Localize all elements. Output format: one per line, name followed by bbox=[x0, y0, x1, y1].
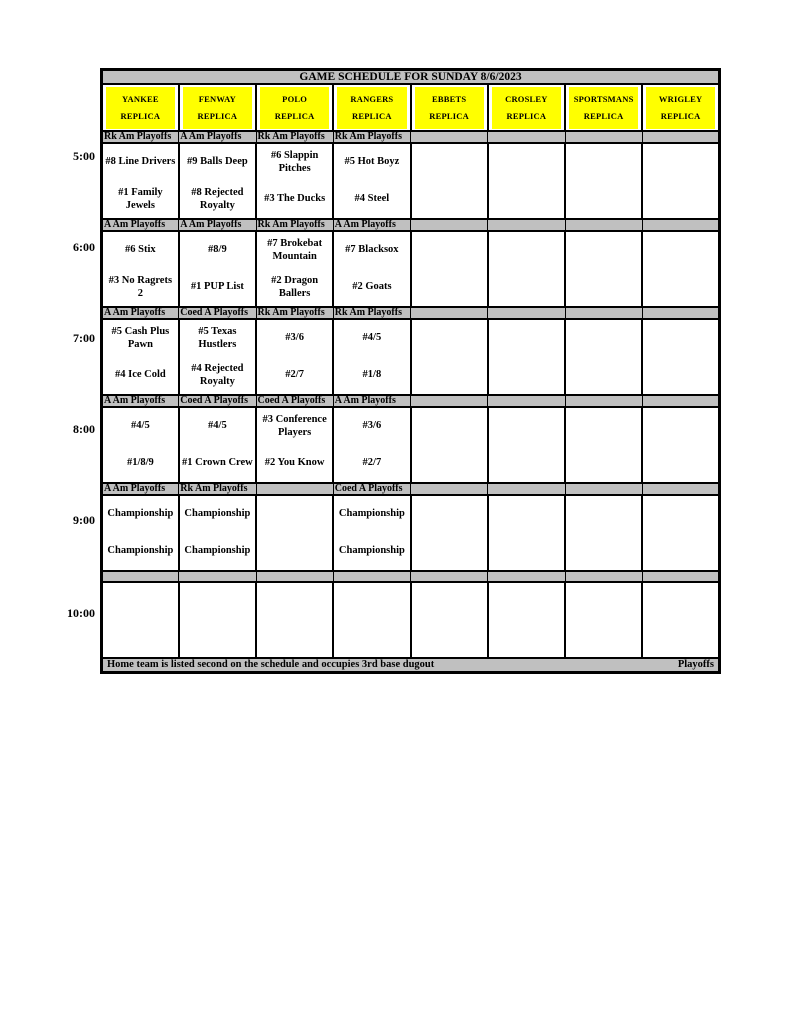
field-header-fenway bbox=[179, 84, 256, 131]
division-cell bbox=[488, 219, 565, 231]
game-cell bbox=[102, 231, 179, 307]
division-cell bbox=[411, 219, 488, 231]
division-row-6 bbox=[102, 219, 720, 231]
division-cell bbox=[411, 131, 488, 143]
game-row-10 bbox=[102, 582, 720, 658]
division-cell bbox=[256, 395, 333, 407]
game-row-8 bbox=[102, 407, 720, 483]
division-label: A Am Playoffs bbox=[104, 483, 166, 494]
game-cell bbox=[179, 319, 256, 395]
game-cell bbox=[179, 143, 256, 219]
away-team bbox=[103, 583, 178, 620]
away-team: Championship bbox=[338, 508, 405, 520]
away-team bbox=[566, 583, 641, 620]
game-cell bbox=[179, 495, 256, 571]
division-cell bbox=[179, 571, 256, 582]
home-team bbox=[489, 269, 564, 306]
division-label: Coed A Playoffs bbox=[180, 307, 249, 318]
home-team bbox=[643, 269, 718, 306]
game-cell bbox=[642, 143, 719, 219]
home-team: Championship bbox=[107, 545, 174, 557]
game-cell bbox=[411, 319, 488, 395]
game-cell bbox=[256, 495, 333, 571]
division-cell bbox=[565, 571, 642, 582]
away-team: #3 Conference Players bbox=[262, 414, 327, 438]
game-cell bbox=[102, 319, 179, 395]
division-cell bbox=[102, 571, 179, 582]
division-label: Coed A Playoffs bbox=[180, 395, 249, 406]
field-type: REPLICA bbox=[352, 111, 392, 121]
away-team: #4/5 bbox=[362, 332, 382, 344]
game-row-9 bbox=[102, 495, 720, 571]
division-label: A Am Playoffs bbox=[334, 219, 396, 230]
division-label: A Am Playoffs bbox=[180, 219, 242, 230]
game-cell bbox=[256, 407, 333, 483]
away-team bbox=[566, 144, 641, 181]
footer-bar bbox=[102, 658, 720, 673]
home-team: #4 Steel bbox=[354, 193, 390, 205]
field-type: REPLICA bbox=[506, 111, 547, 121]
division-cell bbox=[179, 395, 256, 407]
division-label: A Am Playoffs bbox=[180, 131, 242, 142]
away-team bbox=[412, 320, 487, 357]
game-cell bbox=[642, 582, 719, 658]
game-cell bbox=[179, 582, 256, 658]
division-cell bbox=[488, 395, 565, 407]
home-team bbox=[412, 181, 487, 218]
division-cell bbox=[642, 395, 719, 407]
division-label: Rk Am Playoffs bbox=[180, 483, 248, 494]
game-cell bbox=[333, 495, 410, 571]
field-type: REPLICA bbox=[429, 111, 469, 121]
division-cell bbox=[411, 571, 488, 582]
division-cell bbox=[488, 571, 565, 582]
field-name: WRIGLEY bbox=[658, 94, 703, 104]
away-team: Championship bbox=[107, 508, 174, 520]
game-cell bbox=[488, 495, 565, 571]
field-header-row bbox=[102, 84, 720, 131]
division-label: Rk Am Playoffs bbox=[257, 219, 325, 230]
away-team bbox=[489, 583, 564, 620]
home-team bbox=[489, 181, 564, 218]
away-team bbox=[643, 144, 718, 181]
home-team bbox=[412, 620, 487, 657]
home-team bbox=[257, 620, 332, 657]
away-team bbox=[566, 232, 641, 269]
game-cell bbox=[179, 231, 256, 307]
division-label: Rk Am Playoffs bbox=[257, 131, 325, 142]
away-team: #7 Brokebat Mountain bbox=[267, 238, 323, 262]
away-team: #4/5 bbox=[208, 420, 227, 432]
field-type: REPLICA bbox=[120, 111, 161, 121]
away-team: #4/5 bbox=[131, 420, 150, 432]
game-cell bbox=[411, 407, 488, 483]
division-cell bbox=[488, 483, 565, 495]
title-row bbox=[102, 70, 720, 85]
home-team bbox=[489, 445, 564, 482]
division-cell bbox=[102, 395, 179, 407]
away-team: Championship bbox=[184, 508, 251, 520]
game-cell bbox=[565, 143, 642, 219]
field-chip bbox=[106, 87, 175, 129]
home-team bbox=[643, 357, 718, 394]
home-team bbox=[643, 620, 718, 657]
away-team bbox=[643, 583, 718, 620]
division-cell bbox=[102, 131, 179, 143]
field-header-sportsmans bbox=[565, 84, 642, 131]
division-label: A Am Playoffs bbox=[334, 395, 396, 406]
division-cell bbox=[642, 307, 719, 319]
field-header-ebbets bbox=[411, 84, 488, 131]
division-cell bbox=[333, 131, 410, 143]
field-header-polo bbox=[256, 84, 333, 131]
away-team bbox=[412, 408, 487, 445]
time-label-7: 7:00 bbox=[73, 331, 95, 345]
footer-note: Home team is listed second on the schedule and occupies 3rd base dugout bbox=[107, 659, 435, 670]
field-name: CROSLEY bbox=[505, 94, 548, 104]
away-team: #7 Blacksox bbox=[345, 244, 399, 256]
game-cell bbox=[565, 495, 642, 571]
game-cell bbox=[642, 495, 719, 571]
home-team bbox=[412, 445, 487, 482]
division-cell bbox=[256, 219, 333, 231]
away-team: #3/6 bbox=[362, 420, 382, 432]
home-team bbox=[334, 620, 409, 657]
division-cell bbox=[642, 571, 719, 582]
footer-row bbox=[102, 658, 720, 673]
game-cell bbox=[411, 495, 488, 571]
home-team bbox=[489, 533, 564, 570]
division-cell bbox=[256, 483, 333, 495]
game-cell bbox=[642, 231, 719, 307]
division-cell bbox=[565, 219, 642, 231]
game-cell bbox=[179, 407, 256, 483]
home-team: #4 Ice Cold bbox=[115, 369, 166, 381]
division-label: Rk Am Playoffs bbox=[334, 131, 402, 142]
game-cell bbox=[333, 582, 410, 658]
division-cell bbox=[256, 571, 333, 582]
home-team bbox=[566, 445, 641, 482]
game-cell bbox=[488, 231, 565, 307]
division-cell bbox=[642, 219, 719, 231]
division-row-8 bbox=[102, 395, 720, 407]
game-cell bbox=[102, 143, 179, 219]
field-chip bbox=[183, 87, 252, 129]
division-row-10 bbox=[102, 571, 720, 582]
game-cell bbox=[333, 143, 410, 219]
division-cell bbox=[488, 307, 565, 319]
page-title: GAME SCHEDULE FOR SUNDAY 8/6/2023 bbox=[102, 70, 720, 85]
field-type: REPLICA bbox=[197, 111, 238, 121]
field-name: EBBETS bbox=[431, 94, 467, 104]
home-team bbox=[489, 620, 564, 657]
field-chip bbox=[569, 87, 638, 129]
game-cell bbox=[565, 582, 642, 658]
field-header-yankee bbox=[102, 84, 179, 131]
division-label: Coed A Playoffs bbox=[334, 483, 403, 494]
game-cell bbox=[102, 582, 179, 658]
away-team bbox=[257, 496, 332, 533]
home-team: #3 The Ducks bbox=[264, 193, 326, 205]
division-cell bbox=[565, 483, 642, 495]
away-team: #9 Balls Deep bbox=[187, 156, 248, 168]
field-type: REPLICA bbox=[583, 111, 624, 121]
home-team bbox=[180, 620, 255, 657]
game-cell bbox=[488, 319, 565, 395]
game-cell bbox=[333, 231, 410, 307]
home-team: #1/8/9 bbox=[126, 457, 154, 469]
time-label-10: 10:00 bbox=[67, 606, 95, 620]
away-team bbox=[489, 408, 564, 445]
home-team bbox=[103, 620, 178, 657]
away-team bbox=[643, 496, 718, 533]
division-cell bbox=[179, 483, 256, 495]
home-team bbox=[412, 533, 487, 570]
home-team bbox=[412, 357, 487, 394]
division-row-9 bbox=[102, 483, 720, 495]
home-team: #1 PUP List bbox=[190, 281, 244, 293]
division-label: A Am Playoffs bbox=[104, 219, 166, 230]
division-cell bbox=[333, 571, 410, 582]
division-cell bbox=[333, 307, 410, 319]
game-cell bbox=[256, 319, 333, 395]
field-chip bbox=[337, 87, 406, 129]
division-label: Rk Am Playoffs bbox=[334, 307, 402, 318]
division-cell bbox=[102, 219, 179, 231]
home-team: #4 Rejected Royalty bbox=[191, 363, 244, 387]
division-cell bbox=[565, 395, 642, 407]
home-team: #2 Dragon Ballers bbox=[271, 275, 319, 299]
field-header-wrigley bbox=[642, 84, 719, 131]
field-type: REPLICA bbox=[660, 111, 701, 121]
home-team bbox=[566, 357, 641, 394]
away-team bbox=[412, 583, 487, 620]
home-team bbox=[566, 620, 641, 657]
time-label-8: 8:00 bbox=[73, 422, 95, 436]
home-team: #2/7 bbox=[362, 457, 382, 469]
away-team bbox=[412, 144, 487, 181]
home-team bbox=[566, 269, 641, 306]
home-team: Championship bbox=[184, 545, 251, 557]
division-cell bbox=[565, 131, 642, 143]
home-team bbox=[643, 445, 718, 482]
home-team bbox=[412, 269, 487, 306]
game-row-6 bbox=[102, 231, 720, 307]
game-cell bbox=[411, 143, 488, 219]
home-team: #2 You Know bbox=[264, 457, 325, 469]
away-team: #6 Stix bbox=[125, 244, 156, 256]
home-team bbox=[489, 357, 564, 394]
away-team bbox=[489, 496, 564, 533]
away-team bbox=[566, 320, 641, 357]
division-cell bbox=[333, 219, 410, 231]
division-label: Coed A Playoffs bbox=[257, 395, 326, 406]
away-team: #3/6 bbox=[285, 332, 304, 344]
home-team: #3 No Ragrets 2 bbox=[108, 275, 173, 299]
away-team bbox=[412, 496, 487, 533]
away-team bbox=[489, 232, 564, 269]
division-cell bbox=[411, 395, 488, 407]
away-team bbox=[334, 583, 409, 620]
time-label-9: 9:00 bbox=[73, 513, 95, 527]
division-cell bbox=[411, 483, 488, 495]
field-name: SPORTSMANS bbox=[573, 94, 634, 104]
division-cell bbox=[256, 131, 333, 143]
field-chip bbox=[260, 87, 329, 129]
home-team: #1 Family Jewels bbox=[118, 187, 163, 211]
footer-playoffs-label: Playoffs bbox=[677, 659, 714, 670]
away-team: #5 Hot Boyz bbox=[344, 156, 400, 168]
away-team bbox=[489, 144, 564, 181]
field-name: FENWAY bbox=[198, 94, 236, 104]
away-team bbox=[257, 583, 332, 620]
division-cell bbox=[565, 307, 642, 319]
away-team bbox=[643, 408, 718, 445]
game-cell bbox=[488, 582, 565, 658]
game-row-7 bbox=[102, 319, 720, 395]
field-chip bbox=[646, 87, 715, 129]
game-cell bbox=[488, 143, 565, 219]
game-cell bbox=[256, 582, 333, 658]
away-team bbox=[566, 408, 641, 445]
division-cell bbox=[333, 483, 410, 495]
away-team bbox=[412, 232, 487, 269]
game-cell bbox=[565, 319, 642, 395]
field-type: REPLICA bbox=[274, 111, 315, 121]
home-team: #2 Goats bbox=[352, 281, 392, 293]
away-team: #8/9 bbox=[208, 244, 227, 256]
field-header-crosley bbox=[488, 84, 565, 131]
division-cell bbox=[488, 131, 565, 143]
division-label: Rk Am Playoffs bbox=[104, 131, 172, 142]
game-row-5 bbox=[102, 143, 720, 219]
schedule-table bbox=[100, 68, 721, 674]
field-name: YANKEE bbox=[121, 94, 159, 104]
home-team bbox=[257, 533, 332, 570]
away-team bbox=[180, 583, 255, 620]
game-cell bbox=[102, 407, 179, 483]
game-cell bbox=[411, 231, 488, 307]
division-cell bbox=[102, 307, 179, 319]
away-team bbox=[566, 496, 641, 533]
division-cell bbox=[642, 131, 719, 143]
division-cell bbox=[256, 307, 333, 319]
time-label-5: 5:00 bbox=[73, 149, 95, 163]
away-team: #8 Line Drivers bbox=[105, 156, 176, 168]
away-team bbox=[643, 320, 718, 357]
game-cell bbox=[333, 407, 410, 483]
division-label: A Am Playoffs bbox=[104, 395, 166, 406]
game-cell bbox=[565, 231, 642, 307]
division-row-5 bbox=[102, 131, 720, 143]
field-chip bbox=[492, 87, 561, 129]
home-team: #2/7 bbox=[285, 369, 304, 381]
game-cell bbox=[256, 143, 333, 219]
field-name: POLO bbox=[282, 94, 308, 104]
division-cell bbox=[179, 131, 256, 143]
game-cell bbox=[565, 407, 642, 483]
field-chip bbox=[415, 87, 484, 129]
division-cell bbox=[411, 307, 488, 319]
division-cell bbox=[179, 307, 256, 319]
division-cell bbox=[642, 483, 719, 495]
game-cell bbox=[488, 407, 565, 483]
away-team bbox=[489, 320, 564, 357]
division-label: A Am Playoffs bbox=[104, 307, 166, 318]
field-header-rangers bbox=[333, 84, 410, 131]
game-cell bbox=[642, 319, 719, 395]
time-label-6: 6:00 bbox=[73, 240, 95, 254]
division-cell bbox=[179, 219, 256, 231]
home-team: #8 Rejected Royalty bbox=[191, 187, 244, 211]
home-team bbox=[643, 533, 718, 570]
home-team bbox=[566, 181, 641, 218]
game-cell bbox=[642, 407, 719, 483]
division-row-7 bbox=[102, 307, 720, 319]
game-cell bbox=[333, 319, 410, 395]
away-team: #5 Cash Plus Pawn bbox=[111, 326, 170, 350]
field-name: RANGERS bbox=[350, 94, 394, 104]
home-team: #1/8 bbox=[362, 369, 382, 381]
division-cell bbox=[102, 483, 179, 495]
away-team bbox=[643, 232, 718, 269]
away-team: #5 Texas Hustlers bbox=[198, 326, 237, 350]
game-cell bbox=[411, 582, 488, 658]
home-team: Championship bbox=[338, 545, 405, 557]
division-label: Rk Am Playoffs bbox=[257, 307, 325, 318]
away-team: #6 Slappin Pitches bbox=[270, 150, 319, 174]
game-cell bbox=[102, 495, 179, 571]
home-team bbox=[643, 181, 718, 218]
home-team: #1 Crown Crew bbox=[181, 457, 253, 469]
game-cell bbox=[256, 231, 333, 307]
division-cell bbox=[333, 395, 410, 407]
home-team bbox=[566, 533, 641, 570]
